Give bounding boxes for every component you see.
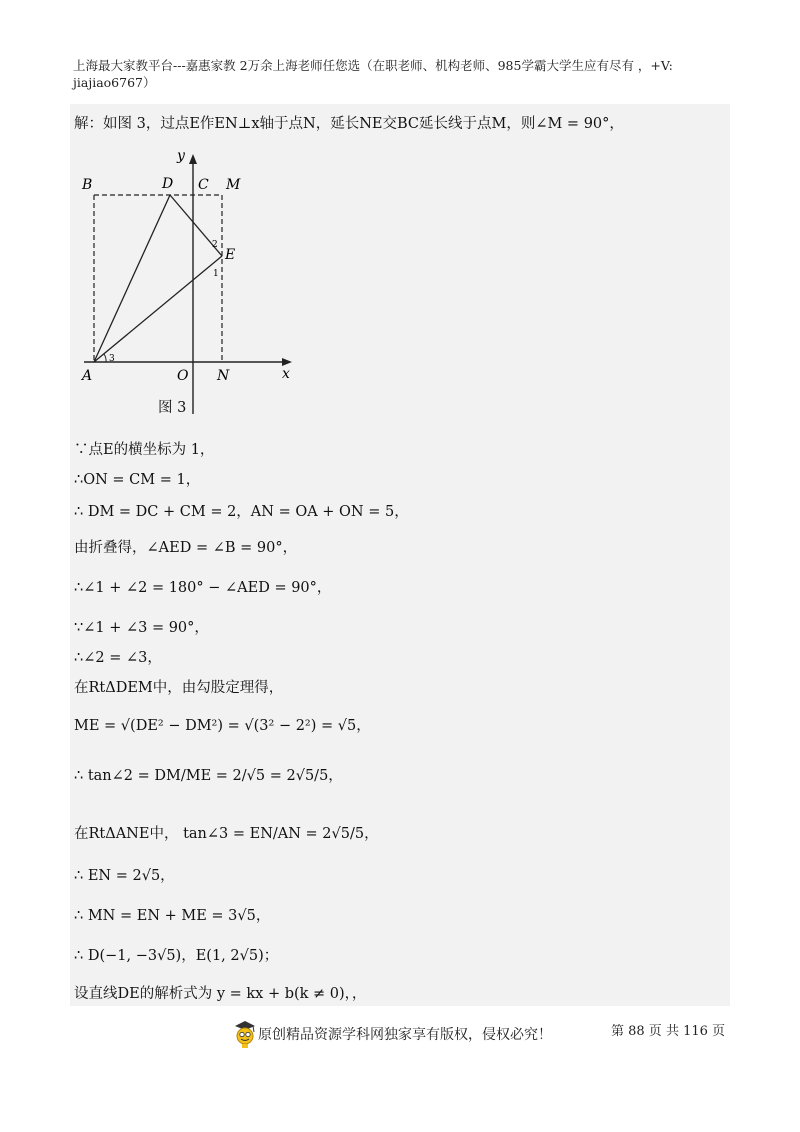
- solution-line: ∴ tan∠2 = DM/ME = 2/√5 = 2√5/5，: [74, 768, 343, 784]
- solution-line: 由折叠得，∠AED = ∠B = 90°，: [74, 540, 298, 556]
- point-o-label: O: [177, 368, 189, 384]
- solution-line: ∴∠1 + ∠2 = 180° − ∠AED = 90°，: [74, 580, 332, 596]
- page-number: 第 88 页 共 116 页: [611, 1024, 726, 1039]
- solution-line: 在RtΔDEM中，由勾股定理得，: [74, 680, 284, 696]
- point-e-label: E: [225, 247, 236, 263]
- header-line-1: 上海最大家教平台---嘉惠家教 2万余上海老师任您选（在职老师、机构老师、985学霸大学生应有尽有 ，+V:: [73, 58, 673, 73]
- solution-line: ∴∠2 = ∠3，: [74, 650, 162, 666]
- solution-line: ∵点E的横坐标为 1，: [74, 442, 215, 458]
- solution-line: ∴ DM = DC + CM = 2，AN = OA + ON = 5，: [74, 504, 409, 520]
- figure-3-diagram: [74, 152, 314, 417]
- figure-caption: 图 3: [158, 400, 187, 416]
- mascot-icon: [232, 1019, 258, 1049]
- solution-intro: 解：如图 3，过点E作EN⊥x轴于点N，延长NE交BC延长线于点M，则∠M = 90°，: [74, 116, 624, 132]
- solution-line: 设直线DE的解析式为 y = kx + b(k ≠ 0)，，: [74, 986, 367, 1002]
- page-header: [73, 57, 733, 91]
- solution-line: ∴ D(−1, −3√5)，E(1, 2√5)；: [74, 948, 279, 964]
- solution-line: ∴ON = CM = 1，: [74, 472, 201, 488]
- point-a-label: A: [82, 368, 93, 384]
- point-b-label: B: [82, 177, 93, 193]
- header-line-2: jiajiao6767）: [73, 75, 156, 90]
- solution-line: 在RtΔANE中， tan∠3 = EN/AN = 2√5/5，: [74, 826, 379, 842]
- solution-panel: [70, 104, 730, 1006]
- point-d-label: D: [162, 176, 174, 192]
- solution-line: ∴ MN = EN + ME = 3√5，: [74, 908, 271, 924]
- y-axis-label: y: [177, 152, 185, 164]
- angle-2-label: 2: [212, 240, 218, 250]
- solution-line: ME = √(DE² − DM²) = √(3² − 2²) = √5，: [74, 718, 371, 734]
- point-c-label: C: [198, 177, 209, 193]
- point-n-label: N: [217, 368, 230, 384]
- solution-line: ∴ EN = 2√5，: [74, 868, 175, 884]
- angle-1-label: 1: [213, 269, 219, 279]
- copyright-notice: 原创精品资源学科网独家享有版权，侵权必究！: [258, 1027, 552, 1043]
- angle-3-label: 3: [109, 354, 115, 364]
- point-m-label: M: [226, 177, 241, 193]
- solution-line: ∵∠1 + ∠3 = 90°，: [74, 620, 209, 636]
- x-axis-label: x: [282, 366, 290, 382]
